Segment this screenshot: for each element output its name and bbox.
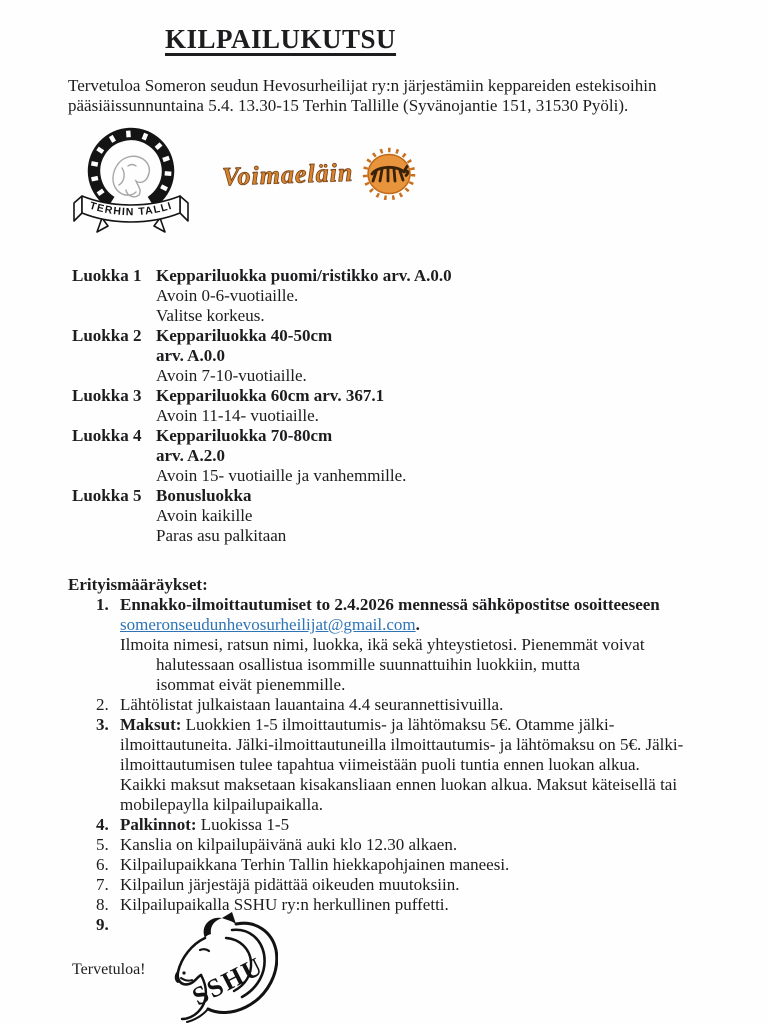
rule-text-segment: Lähtölistat julkaistaan lauantaina 4.4 seurannettisivuilla. — [120, 695, 504, 714]
class-row — [72, 266, 692, 326]
class-detail: Avoin 7-10-vuotiaille. — [156, 366, 307, 385]
voimaelain-emblem-icon — [361, 144, 417, 206]
rule-number: 9. — [96, 915, 109, 934]
horse-head-sketch-icon — [113, 156, 149, 197]
rule-text-segment: Maksut: — [120, 715, 182, 734]
email-link[interactable]: someronseudunhevosurheilijat@gmail.com — [120, 615, 416, 634]
sshu-logo — [148, 912, 278, 1024]
rule-item — [68, 595, 718, 695]
page-title: KILPAILUKUTSU — [165, 24, 397, 54]
class-detail: Avoin 15- vuotiaille ja vanhemmille. — [156, 466, 407, 485]
class-detail: Paras asu palkitaan — [156, 526, 287, 545]
class-detail: Avoin kaikille — [156, 506, 253, 525]
rule-text-segment: Ennakko-ilmoittautumiset to 2.4.2026 mennessä sähköpostitse osoitteeseen — [120, 595, 660, 614]
rule-number: 3. — [96, 715, 109, 734]
rule-number: 4. — [96, 815, 109, 834]
greeting-text: Tervetuloa! — [72, 961, 146, 978]
intro-paragraph: Tervetuloa Someron seudun Hevosurheilijat ry:n järjestämiin keppareiden estekisoihin pääsiäissunnuntaina 5.4. 13.30-15 Terhin Tallille (Syvänojantie 151, 31530 Pyöli). — [68, 76, 657, 115]
rule-body — [120, 595, 685, 695]
rule-item — [68, 695, 718, 715]
rules-list — [68, 595, 718, 935]
class-row — [72, 386, 692, 426]
sshu-ear — [222, 912, 236, 924]
class-title: Keppariluokka 40-50cm — [156, 326, 333, 345]
rule-number: 5. — [96, 835, 109, 854]
rule-number: 8. — [96, 895, 109, 914]
rule-number: 1. — [96, 595, 109, 614]
class-list — [72, 266, 692, 546]
class-content — [156, 426, 406, 486]
class-detail: Avoin 0-6-vuotiaille. — [156, 286, 299, 305]
rule-text — [120, 875, 685, 895]
class-detail: Avoin 11-14- vuotiaille. — [156, 406, 319, 425]
rule-body — [120, 715, 685, 815]
class-row — [72, 426, 692, 486]
rule-text-segment: Luokissa 1-5 — [196, 815, 290, 834]
voimaelain-logo — [222, 144, 417, 206]
class-detail: arv. A.2.0 — [156, 446, 225, 465]
rule-text — [120, 715, 685, 815]
rule-text-segment: Kilpailun järjestäjä pidättää oikeuden muutoksiin. — [120, 875, 460, 894]
sshu-wordmark: SSHU — [187, 951, 269, 1012]
voimaelain-wordmark: Voimaeläin — [221, 157, 354, 192]
class-label: Luokka 4 — [72, 426, 142, 445]
class-label: Luokka 3 — [72, 386, 142, 405]
rule-text-segment: Palkinnot: — [120, 815, 197, 834]
class-label: Luokka 2 — [72, 326, 142, 345]
class-detail: arv. A.0.0 — [156, 346, 225, 365]
rule-body — [120, 875, 685, 895]
rule-text — [120, 815, 685, 835]
rule-item — [68, 875, 718, 895]
class-content — [156, 266, 452, 326]
terhin-talli-banner-text: TERHIN TALLI — [88, 199, 174, 219]
rule-item — [68, 835, 718, 855]
rule-item — [68, 715, 718, 815]
rule-text-segment: Luokkien 1-5 ilmoittautumis- ja lähtömaksu 5€. Otamme jälki-ilmoittautuneita. Jälki-ilmoittautuneilla ilmoittautumis- ja lähtömaksu on 5€. Jälki-ilmoittautumisen tulee tapahtua viimeistään puoli tuntia ennen luokan alkua. Kaikki maksut maksetaan kisakansliaan ennen luokan alkua. Maksut käteisellä tai mobilepaylla kilpailupaikalla. — [120, 715, 684, 814]
class-content — [156, 326, 332, 386]
rule-text-segment: Kilpailupaikalla SSHU ry:n herkullinen puffetti. — [120, 895, 449, 914]
class-row — [72, 326, 692, 386]
rule-text-segment: . — [415, 615, 420, 634]
class-content — [156, 486, 286, 546]
rule-text — [120, 595, 685, 635]
class-detail: Valitse korkeus. — [156, 306, 265, 325]
class-label: Luokka 1 — [72, 266, 142, 285]
rules-heading: Erityismääräykset: — [68, 575, 208, 594]
terhin-talli-logo — [72, 126, 190, 248]
class-row — [72, 486, 692, 546]
class-title: Keppariluokka 70-80cm — [156, 426, 333, 445]
class-label: Luokka 5 — [72, 486, 142, 505]
class-title: Keppariluokka 60cm arv. 367.1 — [156, 386, 385, 405]
rule-text — [120, 695, 685, 715]
rule-continuation-line: isommat eivät pienemmille. — [156, 675, 346, 694]
rule-body — [120, 695, 685, 715]
rule-text-segment: Kanslia on kilpailupäivänä auki klo 12.30 alkaen. — [120, 835, 458, 854]
rule-body — [120, 835, 685, 855]
rule-number: 7. — [96, 875, 109, 894]
class-title: Keppariluokka puomi/ristikko arv. A.0.0 — [156, 266, 452, 285]
rule-number: 2. — [96, 695, 109, 714]
rule-text — [120, 855, 685, 875]
rule-text — [120, 835, 685, 855]
rule-item — [68, 855, 718, 875]
class-content — [156, 386, 384, 426]
rule-item — [68, 815, 718, 835]
rule-text-segment: Kilpailupaikkana Terhin Tallin hiekkapohjainen maneesi. — [120, 855, 510, 874]
rule-continuation-line: Ilmoita nimesi, ratsun nimi, luokka, ikä sekä yhteystietosi. Pienemmät voivat — [120, 635, 645, 654]
rule-body — [120, 855, 685, 875]
rule-body — [120, 815, 685, 835]
rule-continuation-line: halutessaan osallistua isommille suunnattuihin luokkiin, mutta — [156, 655, 581, 674]
class-title: Bonusluokka — [156, 486, 252, 505]
rules-section — [68, 575, 718, 935]
rule-number: 6. — [96, 855, 109, 874]
sshu-forelock — [204, 918, 222, 938]
